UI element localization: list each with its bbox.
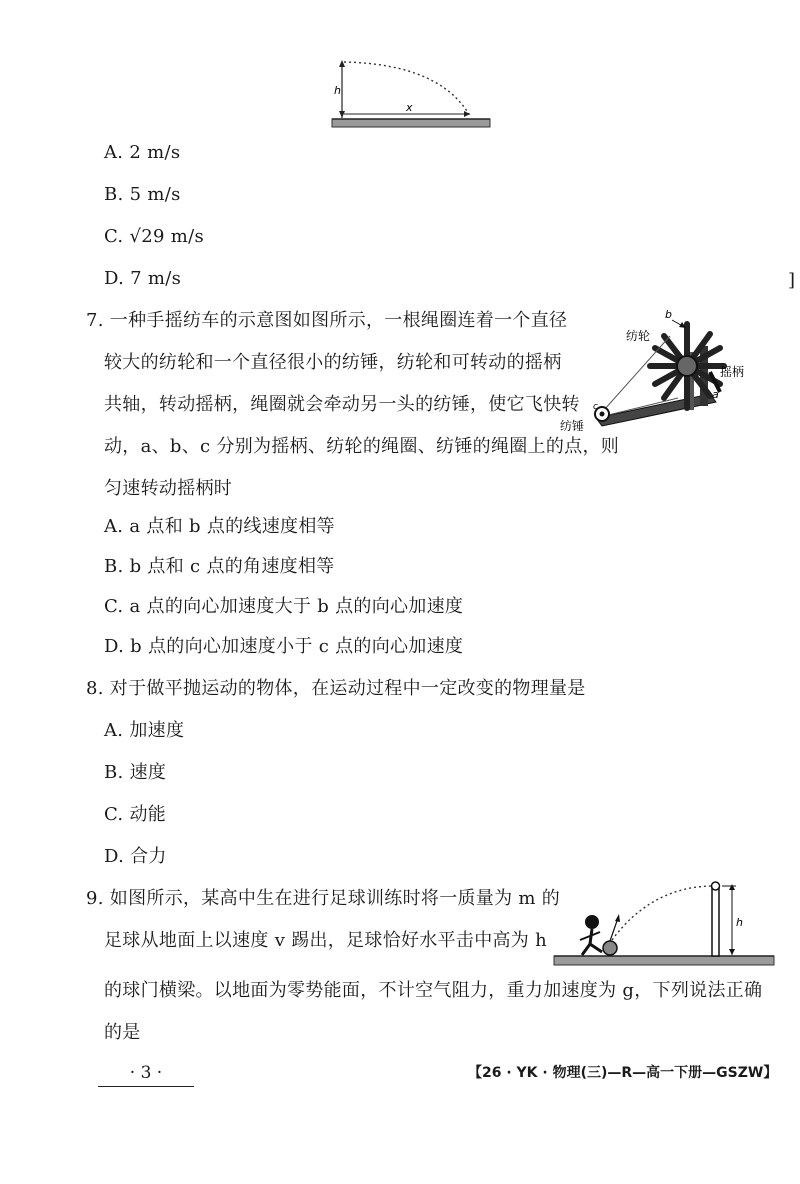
projectile-figure — [320, 52, 500, 132]
page-number: · 3 · — [98, 1060, 194, 1087]
h-label: h — [334, 84, 341, 97]
q8-option-b: B. 速度 — [104, 762, 167, 783]
goal-post — [712, 888, 719, 956]
label-c: c — [593, 402, 598, 412]
margin-mark: ] — [788, 270, 796, 291]
label-b: b — [665, 308, 672, 321]
ground — [332, 119, 490, 127]
q7-option-a: A. a 点和 b 点的线速度相等 — [104, 516, 335, 537]
q6-option-a: A. 2 m/s — [104, 142, 181, 163]
q8-option-d: D. 合力 — [104, 846, 167, 867]
x-label: x — [406, 101, 413, 114]
q6-option-d: D. 7 m/s — [104, 268, 182, 289]
q9-stem-line: 的是 — [104, 1022, 141, 1043]
football-figure — [552, 880, 776, 972]
trajectory — [612, 886, 714, 940]
q6-option-c: C. √29 m/s — [104, 226, 205, 247]
q7-option-d: D. b 点的向心加速度小于 c 点的向心加速度 — [104, 636, 464, 657]
q7-stem-line: 共轴，转动摇柄，绳圈就会牵动另一头的纺锤，使它飞快转 — [104, 394, 580, 415]
q9-stem-line: 的球门横梁。以地面为零势能面，不计空气阻力，重力加速度为 g，下列说法正确 — [104, 980, 763, 1001]
q7-stem-line: 较大的纺轮和一个直径很小的纺锤，纺轮和可转动的摇柄 — [104, 352, 562, 373]
q6-option-b: B. 5 m/s — [104, 184, 181, 205]
q8-option-c: C. 动能 — [104, 804, 167, 825]
label-spindle: 纺锤 — [560, 419, 585, 433]
ground — [554, 956, 774, 965]
q7-stem-line: 动，a、b、c 分别为摇柄、纺轮的绳圈、纺锤的绳圈上的点，则 — [104, 436, 620, 457]
q7-stem-line: 匀速转动摇柄时 — [104, 478, 233, 499]
q7-stem-line: 7. 一种手摇纺车的示意图如图所示，一根绳圈连着一个直径 — [86, 310, 568, 331]
exam-code: 【26 · YK · 物理(三)—R—高一下册—GSZW】 — [468, 1065, 778, 1081]
q9-stem-line: 足球从地面上以速度 v 踢出，足球恰好水平击中高为 h — [104, 930, 548, 951]
label-handle: 摇柄 — [720, 365, 745, 379]
q8-option-a: A. 加速度 — [104, 720, 185, 741]
football — [603, 941, 617, 955]
h-label: h — [736, 916, 743, 929]
q8-stem: 8. 对于做平抛运动的物体，在运动过程中一定改变的物理量是 — [86, 678, 586, 699]
label-a: a — [712, 388, 719, 401]
q9-stem-line: 9. 如图所示，某高中生在进行足球训练时将一质量为 m 的 — [86, 888, 561, 909]
label-wheel: 纺轮 — [626, 329, 651, 343]
q7-option-c: C. a 点的向心加速度大于 b 点的向心加速度 — [104, 596, 464, 617]
q7-option-b: B. b 点和 c 点的角速度相等 — [104, 556, 335, 577]
spinning-wheel-figure — [560, 306, 760, 442]
